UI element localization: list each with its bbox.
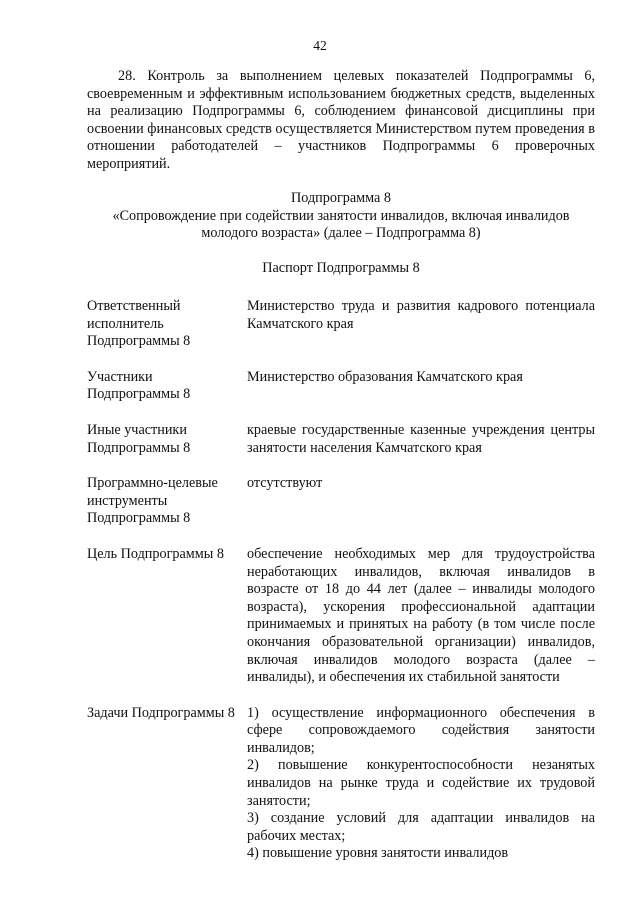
- passport-row-value: обеспечение необходимых мер для трудоустройства неработающих инвалидов, включая инвалидов в возрасте от 18 до 44 лет (далее – инвалиды молодого возраста), ускорения профессиональной адаптации принимаемых и принятых на работу (в том числе после окончания образовательной организации) инвалидов, включая инвалидов молодого возраста (далее – инвалиды), и обеспечения их стабильной занятости: [247, 545, 595, 686]
- passport-row-label: Ответственный исполнитель Подпрограммы 8: [87, 298, 191, 350]
- subprogram-title: Подпрограмма 8: [291, 190, 391, 206]
- passport-row-goal: [87, 546, 595, 687]
- passport-row-label: Программно-целевые инструменты Подпрограммы 8: [87, 475, 218, 527]
- passport-row-label: Задачи Подпрограммы 8: [87, 704, 235, 721]
- passport-row-value: отсутствуют: [247, 475, 323, 492]
- subprogram-name-line2: молодого возраста» (далее – Подпрограмма 8): [201, 225, 481, 242]
- passport-row-value: краевые государственные казенные учреждения центры занятости населения Камчатского края: [247, 421, 595, 456]
- passport-row-instruments: [87, 475, 595, 528]
- passport-row-value: Министерство труда и развития кадрового потенциала Камчатского края: [247, 298, 595, 332]
- task-item: 1) осуществление информационного обеспечения в сфере сопровождаемого содействия занятости инвалидов;: [247, 704, 595, 756]
- task-item: 3) создание условий для адаптации инвалидов на рабочих местах;: [247, 810, 595, 844]
- subprogram-heading: [87, 190, 595, 243]
- passport-row-label: Цель Подпрограммы 8: [87, 545, 224, 562]
- body-paragraph: 28. Контроль за выполнением целевых показателей Подпрограммы 6, своевременным и эффективным использованием бюджетных средств, выделенных на реализацию Подпрограммы 6, соблюдением финансовой дисциплины при освоении финансовых средств осуществляется Министерством путем проведения в отношении работодателей – участников Подпрограммы 6 проверочных мероприятий.: [87, 68, 595, 172]
- passport-row-participants: [87, 369, 595, 404]
- passport-table: [87, 298, 595, 881]
- passport-row-tasks: [87, 705, 595, 863]
- passport-row-label: Участники Подпрограммы 8: [87, 368, 191, 403]
- passport-row-label: Иные участники Подпрограммы 8: [87, 421, 191, 456]
- task-item: 2) повышение конкурентоспособности незанятых инвалидов на рынке труда и содействие их трудовой занятости;: [247, 757, 595, 809]
- subprogram-name-line1: «Сопровождение при содействии занятости инвалидов, включая инвалидов: [112, 207, 570, 224]
- passport-row-value: Министерство образования Камчатского края: [247, 368, 523, 385]
- task-item: 4) повышение уровня занятости инвалидов: [247, 845, 509, 862]
- passport-tasks-list: [247, 705, 595, 863]
- page-number: 42: [313, 38, 327, 53]
- passport-title: Паспорт Подпрограммы 8: [262, 260, 420, 276]
- passport-row-other-participants: [87, 422, 595, 457]
- passport-row-responsible: [87, 298, 595, 351]
